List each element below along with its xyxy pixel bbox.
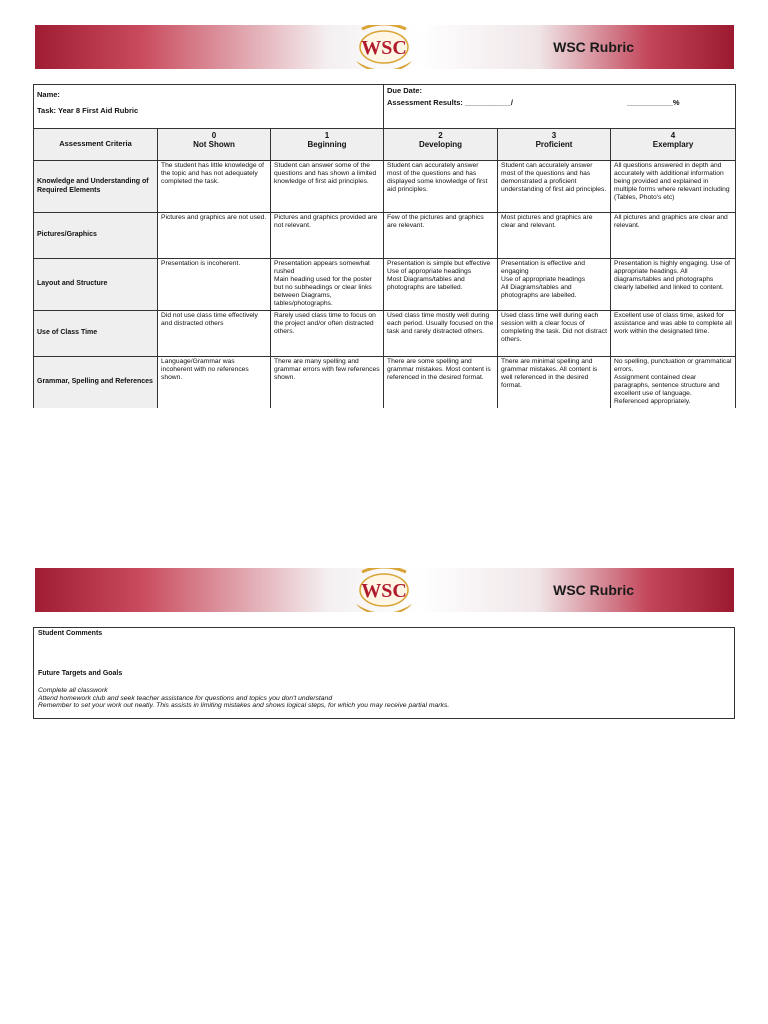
rubric-cell: Presentation is simple but effective Use of appropriate headings Most Diagrams/tables and photographs are labelled. <box>384 259 498 311</box>
rubric-cell: Excellent use of class time, asked for assistance and was able to complete all work within the designated time. <box>611 310 736 356</box>
student-comments-label: Student Comments <box>38 630 103 637</box>
level-name: Beginning <box>307 140 347 149</box>
assessment-results-label: Assessment Results: ___________/ <box>387 98 513 108</box>
header-row <box>34 129 736 161</box>
level-header <box>384 129 498 161</box>
page-title-2: WSC Rubric <box>553 582 634 598</box>
level-name: Exemplary <box>652 140 694 149</box>
goal-line: Complete all classwork <box>38 687 108 694</box>
goals-list <box>38 687 449 710</box>
rubric-cell: Student can accurately answer most of the questions and has demonstrated a proficient understanding of first aid principles. <box>498 161 611 213</box>
rubric-cell: Presentation is incoherent. <box>158 259 271 311</box>
page-title: WSC Rubric <box>553 39 634 55</box>
criterion-row-knowledge <box>34 161 736 213</box>
rubric-cell: Language/Grammar was incoherent with no references shown. <box>158 356 271 408</box>
comments-box <box>33 627 735 719</box>
goal-line: Attend homework club and seek teacher assistance for questions and topics you don't understand <box>38 694 333 702</box>
header-banner <box>35 25 734 69</box>
logo-text: WSC <box>361 580 407 602</box>
wsc-logo <box>348 25 420 69</box>
rubric-cell: There are minimal spelling and grammar mistakes. All content is well referenced in the desired format. <box>498 356 611 408</box>
level-number: 4 <box>670 131 676 140</box>
rubric-cell: Rarely used class time to focus on the project and/or often distracted others. <box>271 310 384 356</box>
due-results-cell <box>384 85 736 129</box>
rubric-cell: Presentation appears somewhat rushed Main heading used for the poster but no subheadings or clear links between Diagrams, tables/photographs. <box>271 259 384 311</box>
level-name: Not Shown <box>193 140 235 149</box>
level-number: 0 <box>211 131 217 140</box>
future-goals-label: Future Targets and Goals <box>38 670 123 677</box>
level-header <box>271 129 384 161</box>
rubric-cell: All pictures and graphics are clear and relevant. <box>611 213 736 259</box>
rubric-table <box>33 84 736 408</box>
criterion-label: Use of Class Time <box>34 310 158 356</box>
criterion-label: Knowledge and Understanding of Required Elements <box>34 161 158 213</box>
rubric-cell: No spelling, punctuation or grammatical errors. Assignment contained clear paragraphs, sentence structure and excellent use of language. Referenced appropriately. <box>611 356 736 408</box>
due-date-label: Due Date: <box>387 86 423 95</box>
level-number: 1 <box>324 131 330 140</box>
task-label: Task: Year 8 First Aid Rubric <box>37 106 139 116</box>
criterion-row-grammar <box>34 356 736 408</box>
rubric-cell: Did not use class time effectively and distracted others <box>158 310 271 356</box>
rubric-cell: Few of the pictures and graphics are relevant. <box>384 213 498 259</box>
criterion-label: Pictures/Graphics <box>34 213 158 259</box>
rubric-cell: There are many spelling and grammar errors with few references shown. <box>271 356 384 408</box>
percent-label: ___________% <box>627 98 680 108</box>
rubric-cell: Pictures and graphics provided are not relevant. <box>271 213 384 259</box>
rubric-cell: Used class time well during each session with a clear focus of completing the task. Did not distract others. <box>498 310 611 356</box>
level-header <box>158 129 271 161</box>
rubric-cell: Presentation is effective and engaging Use of appropriate headings All Diagrams/tables and photographs are labelled. <box>498 259 611 311</box>
rubric-cell: Used class time mostly well during each period. Usually focused on the task and rarely distracted others. <box>384 310 498 356</box>
level-header <box>498 129 611 161</box>
rubric-cell: There are some spelling and grammar mistakes. Most content is referenced in the desired format. <box>384 356 498 408</box>
name-task-cell <box>34 85 384 129</box>
name-label: Name: <box>37 90 60 99</box>
rubric-cell: Student can accurately answer most of the questions and has displayed some knowledge of first aid principles. <box>384 161 498 213</box>
rubric-cell: The student has little knowledge of the topic and has not adequately completed the task. <box>158 161 271 213</box>
info-row <box>34 85 736 129</box>
rubric-cell: Presentation is highly engaging. Use of appropriate headings. All diagrams/tables and photographs clearly labelled and linked to content. <box>611 259 736 311</box>
logo-text: WSC <box>361 37 407 59</box>
level-number: 2 <box>438 131 443 140</box>
rubric-cell: Most pictures and graphics are clear and relevant. <box>498 213 611 259</box>
criterion-row-class-time <box>34 310 736 356</box>
level-name: Developing <box>418 140 463 149</box>
rubric-cell: Pictures and graphics are not used. <box>158 213 271 259</box>
results-line <box>387 99 732 107</box>
criteria-header: Assessment Criteria <box>34 129 158 161</box>
goal-line: Remember to set your work out neatly. This assists in limiting mistakes and shows logical steps, for which you may receive partial marks. <box>38 702 450 709</box>
level-header <box>611 129 736 161</box>
criterion-row-pictures <box>34 213 736 259</box>
level-name: Proficient <box>535 140 573 149</box>
level-number: 3 <box>551 131 557 140</box>
rubric-cell: Student can answer some of the questions and has shown a limited knowledge of first aid principles. <box>271 161 384 213</box>
criterion-row-layout <box>34 259 736 311</box>
criterion-label: Grammar, Spelling and References <box>34 356 158 408</box>
criterion-label: Layout and Structure <box>34 259 158 311</box>
rubric-cell: All questions answered in depth and accurately with additional information being provided and explained in multiple forms where relevant including (Tables, Photo's etc) <box>611 161 736 213</box>
header-banner-2 <box>35 568 734 612</box>
wsc-logo <box>348 568 420 612</box>
